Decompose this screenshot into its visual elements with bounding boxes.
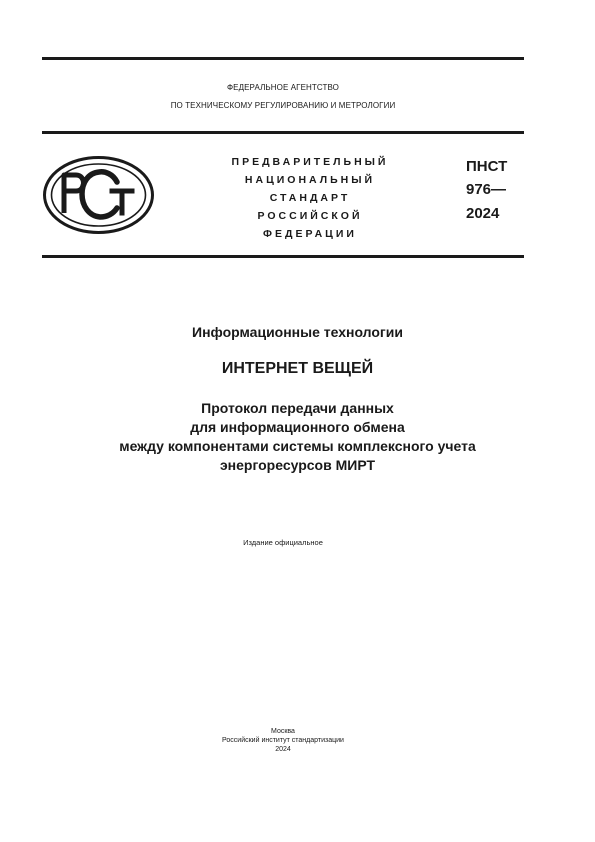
designation-line3: 2024 [466,205,500,222]
standard-type-line5: ФЕДЕРАЦИИ [263,228,357,240]
standard-type-line4: РОССИЙСКОЙ [257,210,363,222]
designation-line2: 976— [466,181,507,198]
imprint-year: 2024 [275,746,291,753]
imprint-city: Москва [271,728,295,735]
document-subtitle-line2: для информационного обмена [190,419,405,435]
designation-line1: ПНСТ [466,158,508,175]
document-subtitle-line4: энергоресурсов МИРТ [219,457,376,473]
rst-emblem-icon [42,155,155,235]
document-main-title: ИНТЕРНЕТ ВЕЩЕЙ [221,360,374,377]
title-block-rule [42,255,524,258]
standard-type-line2: НАЦИОНАЛЬНЫЙ [244,174,376,186]
standard-type-line3: СТАНДАРТ [269,192,351,204]
imprint-publisher: Российский институт стандартизации [222,737,344,744]
agency-name-line1: ФЕДЕРАЛЬНОЕ АГЕНТСТВО [226,83,339,92]
standard-type-line1: ПРЕДВАРИТЕЛЬНЫЙ [231,156,389,168]
agency-name-line2: ПО ТЕХНИЧЕСКОМУ РЕГУЛИРОВАНИЮ И МЕТРОЛОГИИ [170,101,396,110]
edition-note: Издание официальное [243,538,323,547]
document-subtitle-line1: Протокол передачи данных [201,400,394,416]
document-category: Информационные технологии [192,324,403,340]
header-rule [42,131,524,134]
top-rule [42,57,524,60]
document-subtitle-line3: между компонентами системы комплексного учета [119,438,476,454]
